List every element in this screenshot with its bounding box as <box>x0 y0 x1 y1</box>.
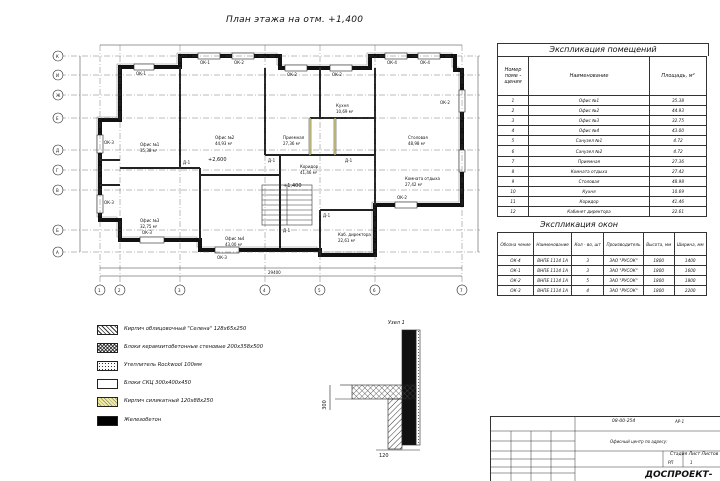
room-corridor-area: 41,46 м² <box>300 170 318 175</box>
node-title: Узел 1 <box>388 320 405 326</box>
room-dining: Столовая <box>408 135 428 140</box>
axis-label-i: И <box>56 73 59 78</box>
table-row: ОК-4 ВНПЕ 1114 1А 3 ЗАО "РУСОК" 1800 1400 <box>498 256 707 266</box>
cross-hatch-swatch-icon <box>97 343 118 353</box>
window-tag: ОК-2 <box>397 195 407 200</box>
room-office-2: Офис №2 <box>215 135 235 140</box>
table-row: ОК-2 ВНПЕ 1114 1А 5 ЗАО "РУСОК" 1800 1800 <box>498 276 707 286</box>
sanitary-partitions <box>309 118 336 155</box>
room-kitchen: Кухня <box>336 103 349 108</box>
stage-value: РП <box>668 460 674 465</box>
axis-label-5: 5 <box>318 288 321 293</box>
window-tag: ОК-3 <box>104 200 114 205</box>
table-row: 10 Кухня 10.69 <box>498 186 707 196</box>
axis-label-7: 7 <box>460 288 463 293</box>
table-row: 9 Столовая 48.98 <box>498 176 707 186</box>
room-dining-area: 48,98 м² <box>408 141 426 146</box>
axis-label-v: В <box>56 188 59 193</box>
table-row: ОК-1 ВНПЕ 1114 1А 3 ЗАО "РУСОК" 1800 1600 <box>498 266 707 276</box>
plan-title: План этажа на отм. +1,400 <box>226 15 364 25</box>
windows-table-title: Экспликация окон <box>540 220 618 229</box>
rooms-table <box>497 56 707 217</box>
table-row: 11 Коридор 41.46 <box>498 196 707 206</box>
window-tag: ОК-1 <box>136 71 146 76</box>
axis-label-b: Б <box>56 228 59 233</box>
room-office-4: Офис №4 <box>225 236 245 241</box>
table-row: 8 Комната отдыха 27.42 <box>498 166 707 176</box>
axis-label-g: Г <box>56 168 59 173</box>
window-tag: ОК-3 <box>217 255 227 260</box>
room-corridor: Коридор <box>300 164 319 169</box>
rooms-table-title: Экспликация помещений <box>497 43 709 56</box>
axis-label-e: Е <box>56 116 59 121</box>
overall-dimension: 29400 <box>268 270 281 275</box>
axis-label-2: 2 <box>118 288 121 293</box>
windows-header: Обозна чение <box>498 233 534 256</box>
axis-label-6: 6 <box>373 288 376 293</box>
sheet-code: АР-1 <box>675 419 685 424</box>
window-tag: ОК-2 <box>332 72 342 77</box>
room-office-3-area: 32,75 м² <box>140 224 158 229</box>
door-tag: Д-1 <box>283 228 291 233</box>
room-office-2-area: 44,93 м² <box>215 141 233 146</box>
table-row: 3 Офис №3 32.75 <box>498 116 707 126</box>
room-reception-area: 27,36 м² <box>283 141 301 146</box>
rooms-header-num: Номер поме - щения <box>498 57 529 96</box>
table-row: 6 Санузел №2 4.72 <box>498 146 707 156</box>
rooms-header-area: Площадь, м² <box>650 57 707 96</box>
window-tag: ОК-2 <box>287 72 297 77</box>
window-tag: ОК-4 <box>420 60 430 65</box>
document-code: 08-00-254 <box>612 419 636 424</box>
room-director: Каб. директора <box>338 232 371 237</box>
blank-swatch-icon <box>97 379 118 389</box>
node-dim: 300 <box>321 400 328 410</box>
room-rest: Комната отдыха <box>405 176 440 181</box>
table-row: 4 Офис №4 43.00 <box>498 126 707 136</box>
door-tag: Д-1 <box>183 160 191 165</box>
staircase <box>262 185 312 225</box>
door-tag: Д-1 <box>268 158 276 163</box>
table-row: 1 Офис №1 35.38 <box>498 96 707 106</box>
axis-label-4: 4 <box>263 288 266 293</box>
axis-markers-vertical <box>95 285 467 295</box>
door-tag: Д-1 <box>323 213 331 218</box>
room-office-4-area: 43,00 м² <box>225 242 243 247</box>
room-director-area: 22,61 м² <box>338 238 356 243</box>
window-tag: ОК-4 <box>387 60 397 65</box>
node-detail <box>330 330 420 450</box>
company-name: ДОСПРОЕКТ- <box>645 470 713 480</box>
axis-label-zh: Ж <box>56 93 61 98</box>
stage-header: Стадия Лист Листов <box>670 452 719 457</box>
project-name: Офисный центр по адресу: <box>610 439 668 444</box>
yellow-swatch-icon <box>97 397 118 407</box>
room-office-3: Офис №3 <box>140 218 160 223</box>
sheet-value: 1 <box>690 460 693 465</box>
room-office-1: Офис №1 <box>140 142 160 147</box>
windows-header: Кол - во, шт <box>572 233 604 256</box>
table-row: ОК-3 ВНПЕ 1114 1А 4 ЗАО "РУСОК" 1800 2200 <box>498 286 707 296</box>
axis-label-d: Д <box>56 148 60 153</box>
axis-label-a: А <box>56 250 59 255</box>
window-tag: ОК-3 <box>104 140 114 145</box>
window-tag: ОК-2 <box>234 60 244 65</box>
axis-label-k: К <box>56 54 59 59</box>
windows-header: Высота, мм <box>643 233 674 256</box>
table-row: 5 Санузел №1 4.72 <box>498 136 707 146</box>
room-office-1-area: 35,38 м² <box>140 148 158 153</box>
level-mark-stair: +1,400 <box>283 183 302 189</box>
table-row: 12 Кабинет директора 22.61 <box>498 207 707 217</box>
axis-label-3: 3 <box>178 288 181 293</box>
door-tag: Д-1 <box>345 158 353 163</box>
axis-markers-horizontal <box>53 51 63 257</box>
windows-header: Ширина, мм <box>674 233 707 256</box>
room-kitchen-area: 10,69 м² <box>336 109 354 114</box>
window-tag: ОК-3 <box>142 230 152 235</box>
windows-table <box>497 232 707 296</box>
rooms-header-name: Наименование <box>529 57 650 96</box>
windows-header: Наименование <box>534 233 572 256</box>
node-dim: 120 <box>379 453 389 459</box>
table-row: 2 Офис №2 44.93 <box>498 106 707 116</box>
level-mark-center: +2,600 <box>208 157 227 163</box>
windows-header: Производитель <box>604 233 644 256</box>
room-rest-area: 27,42 м² <box>405 182 423 187</box>
table-row: 7 Приемная 27.36 <box>498 156 707 166</box>
window-tag: ОК-1 <box>200 60 210 65</box>
solid-swatch-icon <box>97 416 118 426</box>
window-tag: ОК-2 <box>440 100 450 105</box>
axis-label-1: 1 <box>98 288 101 293</box>
hatch-swatch-icon <box>97 325 118 335</box>
room-reception: Приемная <box>283 135 305 140</box>
dots-swatch-icon <box>97 361 118 371</box>
